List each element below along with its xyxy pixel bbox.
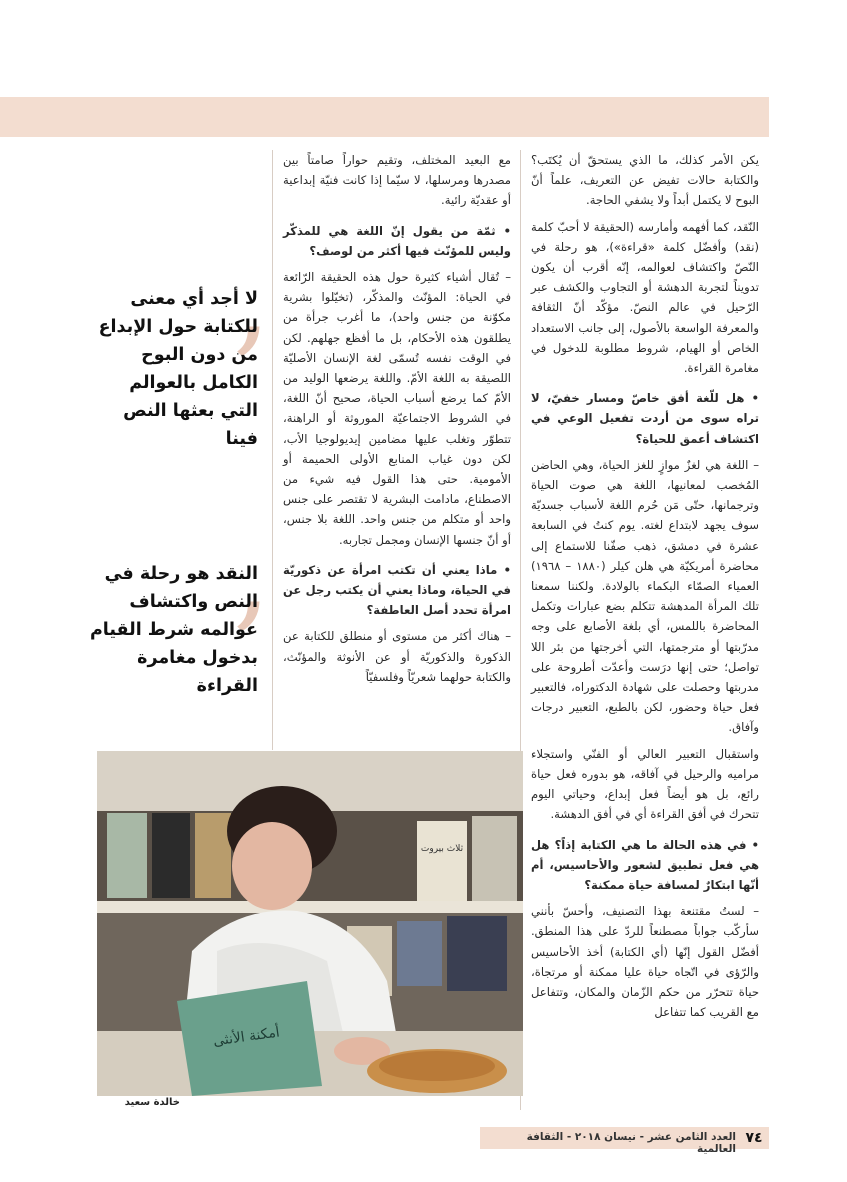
pull-quote: النقد هو رحلة في النص واكتشاف عوالمه شرط القيام بدخول مغامرة القراءة <box>89 564 258 696</box>
article-column-right <box>531 150 759 1020</box>
page-margin <box>769 0 847 1182</box>
book-spine-text: ثلاث بيروت <box>420 844 464 854</box>
paragraph: – اللغة هي لغزٌ موازٍ للغز الحياة، وهي الحاضن المُخصب لمعانيها، اللغة هي صوت الحياة وترجمانها، حتّى مَن حُرم اللغة لأسباب جسديّة سوف يجهد لابتداع لغته. يوم كنتُ في السابعة عشرة في دمشق، ذهب صفّنا للاستماع إلى محاضرة أمريكيّة هي هلن كيلر (١٨٨٠ – ١٩٦٨) العمياء الصمّاء البكماء بالولادة. ولكننا سمعنا تلك المرأة المدهشة تتكلم بضع عبارات وتكمل المحاضرة باللمس، أي بلغة الأصابع على وجه مدرّبتها أو مترجمتها، التي أخرجتها من بئر اللا تواصل؛ حتى إنها درَست وأعدّت أطروحة على مدربتها وحصلت على شهادة الدكتوراه، فالتعبير فعل حياة وحضور، لكن بالطبع، التعبير درجات وآفاق. <box>531 457 759 735</box>
quote-mark-icon: ‚ <box>232 230 271 369</box>
paragraph: – لستُ مقتنعة بهذا التصنيف، وأحسّ بأنني سأركّب جواباً مصطنعاً للردّ على هذا المنطق. أفضّل القول إنّها (أي الكتابة) أخذ الأحاسيس والرّؤى في اتّجاه حياة عليا ممكنة أو مرتجاة، حياة تتحرّر من حكم الزّمان والمكان، وتتفاعل مع القريب كما تتفاعل <box>531 904 759 1020</box>
quote-mark-icon: ‚ <box>232 505 271 644</box>
paragraph: – هناك أكثر من مستوى أو منطلق للكتابة عن الذكورة والذكوريّة أو عن الأنوثة والمؤنّث، والكتابة حولهما شعريّاً وفلسفيّاً <box>283 629 511 684</box>
paragraph: مع البعيد المختلف، وتقيم حواراً صامتاً بين مصدرها ومرسلها، لا سيّما إذا كانت فنيّة إبداعية أو عقديّة رائية. <box>283 153 511 208</box>
paragraph: يكن الأمر كذلك، ما الذي يستحقّ أن يُكتَب؟ والكتابة حالات تفيض عن التعريف، علماً أنّ البوح لا يكتمل أبداً ولا يشفي الحاجة. <box>531 153 759 208</box>
page-number: ٧٤ <box>745 1130 763 1146</box>
book-cover-title: أمكنة الأنثى <box>212 1024 281 1050</box>
article-column-middle <box>283 150 511 750</box>
interview-question: • ثمّة من يقول إنّ اللغة هي للمذكّر وليس للمؤنّث فيها أكثر من لوصف؟ <box>283 223 511 258</box>
interview-question: • هل للّغة أفق خاصّ ومسار خفيّ، لا تراه سوى من أردت تفعيل الوعي في اكتشاف أعمق للحياة؟ <box>531 391 759 446</box>
paragraph: النّقد، كما أفهمه وأمارسه (الحقيقة لا أحبّ كلمة (نقد) وأفضّل كلمة «قراءة»)، هو رحلة في النّصّ واكتشاف لعوالمه، إنّه أقرب أن يكون تدويناً لتجربة الدهشة أو التجاوب والكشف عبر الرّحيل في عالم النصّ. مؤكّد أنّ الثقافة والمعرفة الواسعة بالأصول، إلى جانب الاستعداد الخاص أو الهيام، شروط مطلوبة للدخول في مغامرة القراءة. <box>531 219 759 376</box>
header-band <box>0 97 769 137</box>
paragraph: واستقبال التعبير العالي أو الفنّي واستجلاء مراميه والرحيل في آفاقه، هو بدوره فعل حياة رائع، بل هو أيضاً فعل إبداع، وحياتي اليوم تتحرك في أفق القراءة أي في أفق الدهشة. <box>531 746 759 822</box>
photo-caption: خالدة سعيد <box>124 1097 180 1108</box>
issue-info: العدد الثامن عشر - نيسان ٢٠١٨ - الثقافة العالمية <box>526 1131 736 1155</box>
interview-question: • في هذه الحالة ما هي الكتابة إذاً؟ هل هي فعل تطبيق لشعور والأحاسيس، أم أنّها ابتكارٌ لمسافة حياة ممكنة؟ <box>531 837 759 892</box>
column-divider <box>272 150 273 750</box>
footer-spacer <box>0 1127 480 1149</box>
paragraph: – تُقال أشياء كثيرة حول هذه الحقيقة الرّائعة في الحياة: المؤنّث والمذكّر، (تخيّلوا بشرية مكوّنة من جنس واحد)، ما أغرب جرأة من يطلقون هذه الأحكام، بل ما أفظع جهلهم. لكن في الوقت نفسه تُسمّى لغة الإنسان الأصليّة اللصيقة به اللغة الأمّ. واللغة يرضعها الوليد من الأمّ كما يرضع أسباب الحياة، صحيح أنّ اللغة، في الشروط الاجتماعيّة الموروثة أو الراهنة، تتطوّر وتغلب عليها مضامين إيديولوجيا الأب، لكن دون غياب المنابع الأولى الحميمة أو الأمومية. حتى هذا القول فيه شيء من الاصطناع، مادامت البشرية لا تقتصر على جنس واحد أو متكلم من جنس واحد. اللغة بلا جنس، أو أنّ جنسها الإنسان ومجمل تجاربه. <box>283 270 511 547</box>
pull-quote: لا أجد أي معنى للكتابة حول الإبداع من دون البوح الكامل بالعوالم التي بعثها النص فينا <box>98 289 258 449</box>
interview-question: • ماذا يعني أن تكتب امرأة عن ذكوريّة في الحياة، وماذا يعني أن يكتب رجل عن امرأة تحدد أصل العاطفة؟ <box>283 562 511 618</box>
author-photo <box>97 751 523 1096</box>
